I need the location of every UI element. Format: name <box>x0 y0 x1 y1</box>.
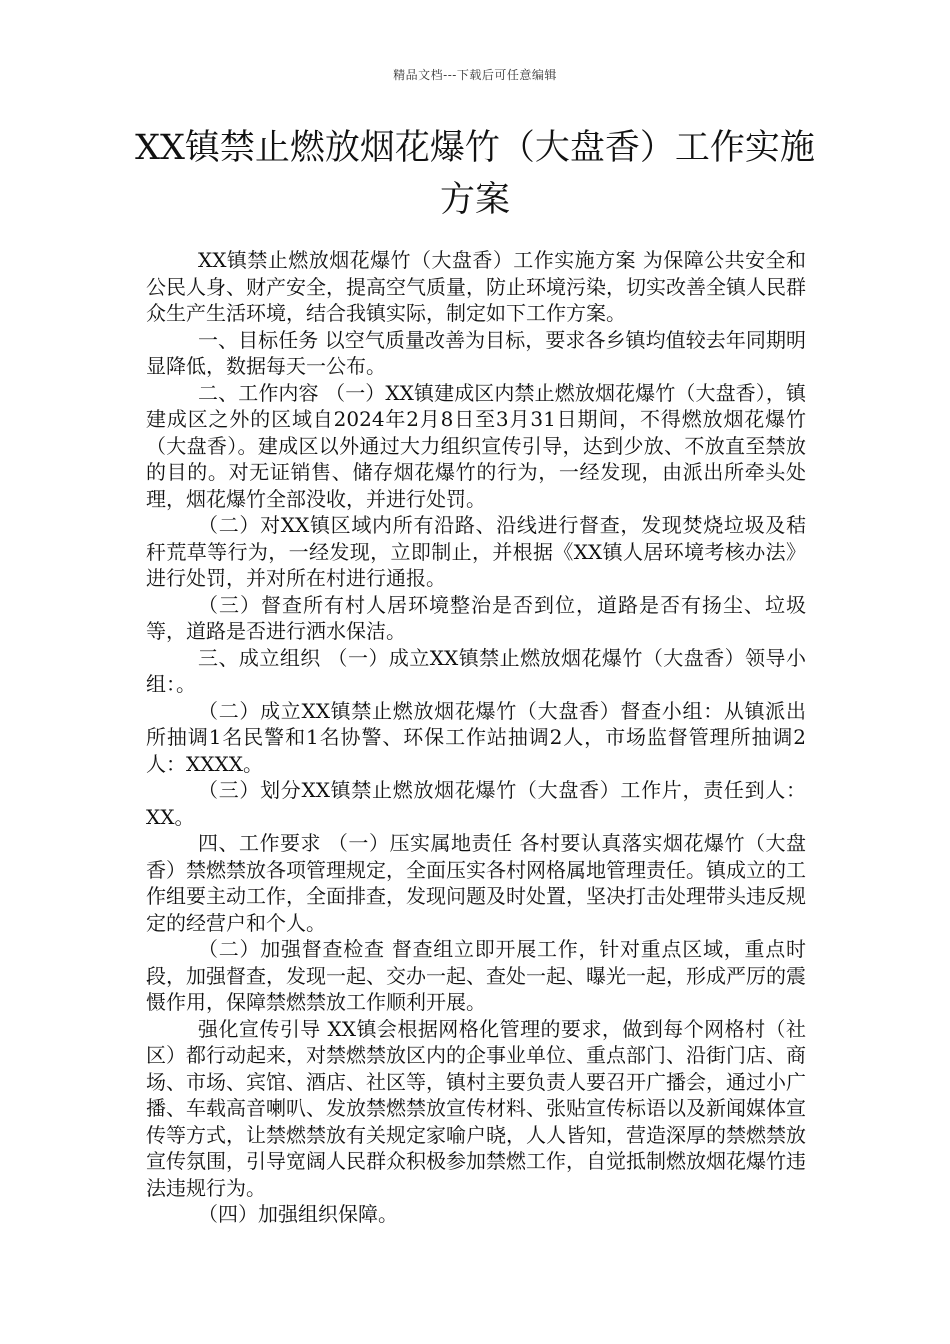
header-note: 精品文档---下载后可任意编辑 <box>393 68 557 82</box>
paragraph-section-4-item-2: （二）加强督查检查 督查组立即开展工作，针对重点区域，重点时段，加强督查，发现一起、交办一起、查处一起、曝光一起，形成严厉的震慑作用，保障禁燃禁放工作顺利开展。 <box>146 937 806 1014</box>
paragraph-section-2-item-2: （二）对XX镇区域内所有沿路、沿线进行督查，发现焚烧垃圾及秸秆荒草等行为，一经发现，立即制止，并根据《XX镇人居环境考核办法》进行处罚，并对所在村进行通报。 <box>146 513 806 590</box>
paragraph-intro: XX镇禁止燃放烟花爆竹（大盘香）工作实施方案 为保障公共安全和公民人身、财产安全，提高空气质量，防止环境污染，切实改善全镇人民群众生产生活环境，结合我镇实际，制定如下工作方案。 <box>146 248 806 325</box>
paragraph-section-3-item-3: （三）划分XX镇禁止燃放烟花爆竹（大盘香）工作片，责任到人：XX。 <box>146 778 806 829</box>
paragraph-section-2: 二、工作内容 （一）XX镇建成区内禁止燃放烟花爆竹（大盘香），镇建成区之外的区域自2024年2月8日至3月31日期间，不得燃放烟花爆竹（大盘香）。建成区以外通过大力组织宣传引导，达到少放、不放直至禁放的目的。对无证销售、储存烟花爆竹的行为，一经发现，由派出所牵头处理，烟花爆竹全部没收，并进行处罚。 <box>146 380 806 511</box>
paragraph-section-4-item-3: 强化宣传引导 XX镇会根据网格化管理的要求，做到每个网格村（社区）都行动起来，对禁燃禁放区内的企事业单位、重点部门、沿街门店、商场、市场、宾馆、酒店、社区等，镇村主要负责人要召开广播会，通过小广播、车载高音喇叭、发放禁燃禁放宣传材料、张贴宣传标语以及新闻媒体宣传等方式，让禁燃禁放有关规定家喻户晓，人人皆知，营造深厚的禁燃禁放宣传氛围，引导宽阔人民群众积极参加禁燃工作，自觉抵制燃放烟花爆竹违法违规行为。 <box>146 1016 806 1200</box>
paragraph-section-1: 一、目标任务 以空气质量改善为目标，要求各乡镇均值较去年同期明显降低，数据每天一公布。 <box>146 327 806 378</box>
document-title: XX镇禁止燃放烟花爆竹（大盘香）工作实施方案 <box>135 128 815 220</box>
paragraph-section-3-item-2: （二）成立XX镇禁止燃放烟花爆竹（大盘香）督查小组：从镇派出所抽调1名民警和1名协警、环保工作站抽调2人，市场监督管理所抽调2人：XXXX。 <box>146 698 806 776</box>
paragraph-section-3: 三、成立组织 （一）成立XX镇禁止燃放烟花爆竹（大盘香）领导小组：。 <box>146 645 806 696</box>
document-body <box>146 247 806 1228</box>
paragraph-section-2-item-3: （三）督查所有村人居环境整治是否到位，道路是否有扬尘、垃圾等，道路是否进行洒水保洁。 <box>146 592 806 643</box>
paragraph-section-4-item-4: （四）加强组织保障。 <box>198 1202 398 1226</box>
paragraph-section-4: 四、工作要求 （一）压实属地责任 各村要认真落实烟花爆竹（大盘香）禁燃禁放各项管理规定，全面压实各村网格属地管理责任。镇成立的工作组要主动工作，全面排查，发现问题及时处置，坚决打击处理带头违反规定的经营户和个人。 <box>146 831 806 935</box>
